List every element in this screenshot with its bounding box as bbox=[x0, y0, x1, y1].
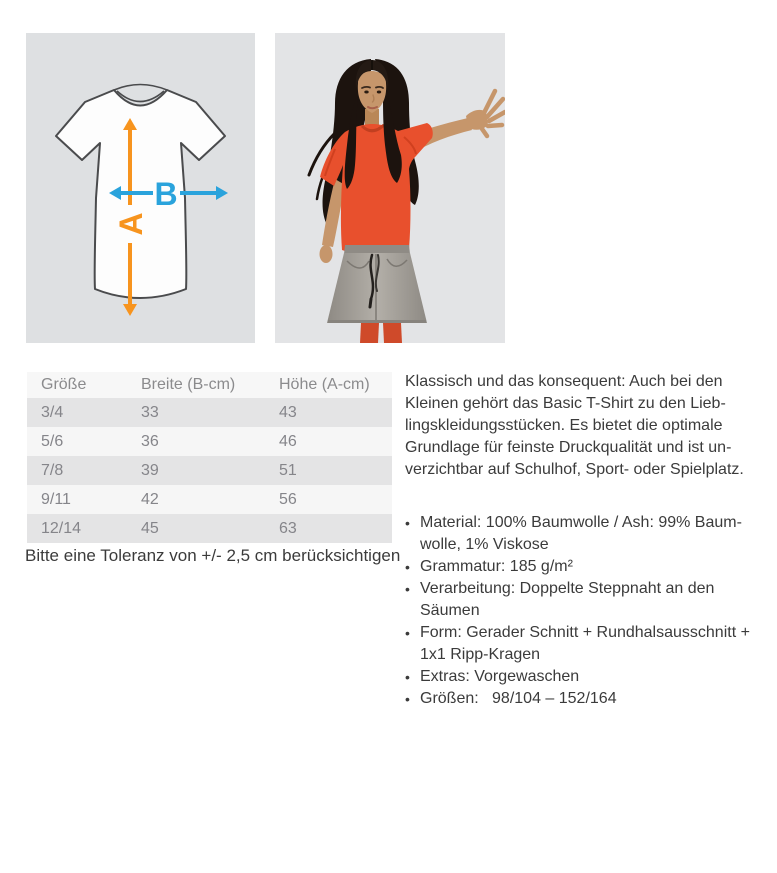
cell-height: 51 bbox=[279, 461, 297, 479]
size-diagram-panel bbox=[26, 33, 255, 343]
cell-size: 3/4 bbox=[41, 403, 64, 421]
width-label: B bbox=[154, 176, 178, 212]
cell-height: 46 bbox=[279, 432, 297, 450]
detail-verarbeitung: Verarbeitung: Doppelte Steppnaht an den Säumen bbox=[420, 580, 715, 619]
list-item bbox=[405, 688, 759, 710]
bullet-icon: • bbox=[405, 581, 410, 597]
list-item bbox=[405, 578, 759, 622]
cell-width: 36 bbox=[141, 432, 159, 450]
child-model-photo bbox=[275, 33, 505, 343]
product-details-list bbox=[405, 512, 759, 710]
height-label: A bbox=[113, 212, 149, 236]
detail-extras: Extras: Vorgewaschen bbox=[420, 668, 580, 685]
detail-grammatur: Grammatur: 185 g/m² bbox=[420, 558, 573, 575]
bullet-icon: • bbox=[405, 559, 410, 575]
bullet-icon: • bbox=[405, 691, 410, 707]
product-photo bbox=[275, 33, 505, 343]
tolerance-note: Bitte eine Toleranz von +/- 2,5 cm berücksichtigen bbox=[25, 546, 401, 565]
cell-size: 12/14 bbox=[41, 519, 82, 537]
bullet-icon: • bbox=[405, 515, 410, 531]
list-item bbox=[405, 556, 759, 578]
list-item bbox=[405, 622, 759, 666]
size-table-container bbox=[27, 372, 392, 543]
product-description bbox=[405, 371, 759, 710]
cell-size: 5/6 bbox=[41, 432, 64, 450]
header-height: Höhe (A-cm) bbox=[265, 372, 392, 398]
list-item bbox=[405, 666, 759, 688]
detail-material: Material: 100% Baumwolle / Ash: 99% Baumwolle, 1% Viskose bbox=[420, 514, 742, 553]
cell-size: 9/11 bbox=[41, 490, 71, 508]
detail-form: Form: Gerader Schnitt + Rundhalsausschnitt + 1x1 Ripp-Kragen bbox=[420, 624, 750, 663]
cell-size: 7/8 bbox=[41, 461, 64, 479]
header-width: Breite (B-cm) bbox=[127, 372, 265, 398]
cell-width: 39 bbox=[141, 461, 159, 479]
bullet-icon: • bbox=[405, 625, 410, 641]
table-row bbox=[27, 514, 392, 543]
cell-height: 43 bbox=[279, 403, 297, 421]
table-row bbox=[27, 398, 392, 427]
tshirt-measurement-diagram-icon bbox=[26, 33, 255, 343]
table-header-row bbox=[27, 372, 392, 398]
table-row bbox=[27, 427, 392, 456]
table-row bbox=[27, 456, 392, 485]
bullet-icon: • bbox=[405, 669, 410, 685]
detail-groessen: Größen: 98/104 – 152/164 bbox=[420, 690, 617, 707]
header-size: Größe bbox=[27, 372, 127, 398]
list-item bbox=[405, 512, 759, 556]
cell-width: 33 bbox=[141, 403, 159, 421]
description-paragraph: Klassisch und das konsequent: Auch bei den Kleinen gehört das Basic T-Shirt zu den Lieblingskleidungsstücken. Es bietet die optimale Grundlage für feinste Druckqualität und ist unverzichtbar auf Schulhof, Sport- oder Spielplatz. bbox=[405, 373, 744, 478]
cell-height: 63 bbox=[279, 519, 297, 537]
cell-width: 45 bbox=[141, 519, 159, 537]
table-row bbox=[27, 485, 392, 514]
cell-width: 42 bbox=[141, 490, 159, 508]
size-table bbox=[27, 372, 392, 543]
cell-height: 56 bbox=[279, 490, 297, 508]
